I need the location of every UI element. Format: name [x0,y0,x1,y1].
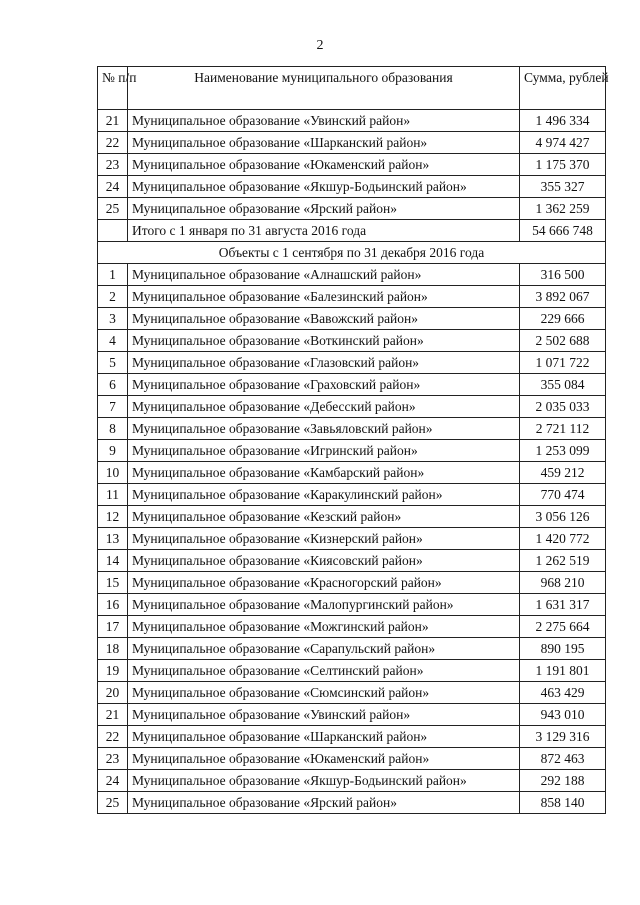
table-row [98,638,606,660]
row-name: Муниципальное образование «Воткинский район» [128,330,520,352]
row-sum: 355 327 [520,176,606,198]
row-number: 20 [98,682,128,704]
row-number: 6 [98,374,128,396]
row-name: Муниципальное образование «Юкаменский район» [128,748,520,770]
row-name: Муниципальное образование «Балезинский район» [128,286,520,308]
row-number: 18 [98,638,128,660]
table-row [98,660,606,682]
row-name: Муниципальное образование «Красногорский район» [128,572,520,594]
row-sum: 1 362 259 [520,198,606,220]
table-row [98,550,606,572]
row-sum: 3 892 067 [520,286,606,308]
table-row [98,308,606,330]
row-number: 25 [98,198,128,220]
table-row [98,286,606,308]
table-row [98,572,606,594]
table-row [98,132,606,154]
row-name: Муниципальное образование «Граховский район» [128,374,520,396]
row-sum: 463 429 [520,682,606,704]
row-name: Муниципальное образование «Игринский район» [128,440,520,462]
row-name: Муниципальное образование «Селтинский район» [128,660,520,682]
row-number: 14 [98,550,128,572]
row-number: 3 [98,308,128,330]
row-number: 21 [98,704,128,726]
table-body [98,110,606,814]
table-row [98,110,606,132]
row-name: Муниципальное образование «Шарканский район» [128,132,520,154]
row-number: 5 [98,352,128,374]
row-number: 22 [98,726,128,748]
row-number: 2 [98,286,128,308]
row-number: 8 [98,418,128,440]
table-row [98,154,606,176]
row-sum: 1 631 317 [520,594,606,616]
row-sum: 459 212 [520,462,606,484]
row-sum: 1 496 334 [520,110,606,132]
row-sum: 2 502 688 [520,330,606,352]
table-row [98,198,606,220]
row-number: 9 [98,440,128,462]
row-sum: 3 056 126 [520,506,606,528]
row-name: Муниципальное образование «Якшур-Бодьинский район» [128,770,520,792]
row-name: Муниципальное образование «Каракулинский район» [128,484,520,506]
row-name: Муниципальное образование «Можгинский район» [128,616,520,638]
row-sum: 1 253 099 [520,440,606,462]
row-sum: 943 010 [520,704,606,726]
row-number: 23 [98,748,128,770]
row-sum: 968 210 [520,572,606,594]
row-number: 24 [98,770,128,792]
row-name: Муниципальное образование «Увинский район» [128,110,520,132]
table-row [98,330,606,352]
row-sum: 355 084 [520,374,606,396]
table-row [98,440,606,462]
row-name: Муниципальное образование «Кезский район» [128,506,520,528]
section-title: Объекты с 1 сентября по 31 декабря 2016 года [98,242,606,264]
row-number: 17 [98,616,128,638]
total-label: Итого с 1 января по 31 августа 2016 года [128,220,520,242]
row-number: 13 [98,528,128,550]
row-number: 10 [98,462,128,484]
row-sum: 1 191 801 [520,660,606,682]
header-name: Наименование муниципального образования [128,67,520,110]
row-number: 22 [98,132,128,154]
table-row [98,726,606,748]
row-name: Муниципальное образование «Сарапульский район» [128,638,520,660]
row-name: Муниципальное образование «Глазовский район» [128,352,520,374]
total-sum: 54 666 748 [520,220,606,242]
row-sum: 316 500 [520,264,606,286]
allocation-table [97,66,609,814]
table-row [98,462,606,484]
table-row [98,748,606,770]
table-row [98,264,606,286]
row-number: 7 [98,396,128,418]
row-name: Муниципальное образование «Завьяловский район» [128,418,520,440]
table-header-row [98,67,606,110]
row-name: Муниципальное образование «Сюмсинский район» [128,682,520,704]
row-name: Муниципальное образование «Кизнерский район» [128,528,520,550]
header-sum: Сумма, рублей [520,67,606,110]
row-number: 16 [98,594,128,616]
table-row [98,484,606,506]
row-name: Муниципальное образование «Камбарский район» [128,462,520,484]
row-number: 4 [98,330,128,352]
table-row [98,682,606,704]
table-row [98,352,606,374]
row-name: Муниципальное образование «Увинский район» [128,704,520,726]
row-number: 24 [98,176,128,198]
table-row [98,792,606,814]
row-sum: 2 275 664 [520,616,606,638]
row-number: 25 [98,792,128,814]
table-row [98,770,606,792]
row-sum: 229 666 [520,308,606,330]
row-name: Муниципальное образование «Якшур-Бодьинский район» [128,176,520,198]
row-sum: 1 175 370 [520,154,606,176]
row-name: Муниципальное образование «Киясовский район» [128,550,520,572]
row-name: Муниципальное образование «Дебесский район» [128,396,520,418]
row-name: Муниципальное образование «Юкаменский район» [128,154,520,176]
row-number: 21 [98,110,128,132]
row-sum: 3 129 316 [520,726,606,748]
row-sum: 1 262 519 [520,550,606,572]
row-number: 19 [98,660,128,682]
table-row [98,594,606,616]
row-sum: 858 140 [520,792,606,814]
row-number: 1 [98,264,128,286]
row-name: Муниципальное образование «Малопургинский район» [128,594,520,616]
row-sum: 4 974 427 [520,132,606,154]
row-sum: 2 035 033 [520,396,606,418]
row-number: 15 [98,572,128,594]
row-sum: 2 721 112 [520,418,606,440]
row-sum: 770 474 [520,484,606,506]
header-number: № п/п [98,67,128,110]
row-sum: 872 463 [520,748,606,770]
row-sum: 890 195 [520,638,606,660]
table-row [98,506,606,528]
total-number-cell [98,220,128,242]
table-row [98,396,606,418]
total-row [98,220,606,242]
row-name: Муниципальное образование «Вавожский район» [128,308,520,330]
row-name: Муниципальное образование «Ярский район» [128,792,520,814]
table-row [98,616,606,638]
table-row [98,374,606,396]
row-number: 23 [98,154,128,176]
row-number: 12 [98,506,128,528]
table-row [98,528,606,550]
table-row [98,418,606,440]
table-row [98,704,606,726]
row-sum: 1 071 722 [520,352,606,374]
row-name: Муниципальное образование «Шарканский район» [128,726,520,748]
row-name: Муниципальное образование «Алнашский район» [128,264,520,286]
page-number: 2 [316,38,324,53]
row-name: Муниципальное образование «Ярский район» [128,198,520,220]
table-row [98,176,606,198]
row-sum: 1 420 772 [520,528,606,550]
row-number: 11 [98,484,128,506]
row-sum: 292 188 [520,770,606,792]
section-title-row [98,242,606,264]
